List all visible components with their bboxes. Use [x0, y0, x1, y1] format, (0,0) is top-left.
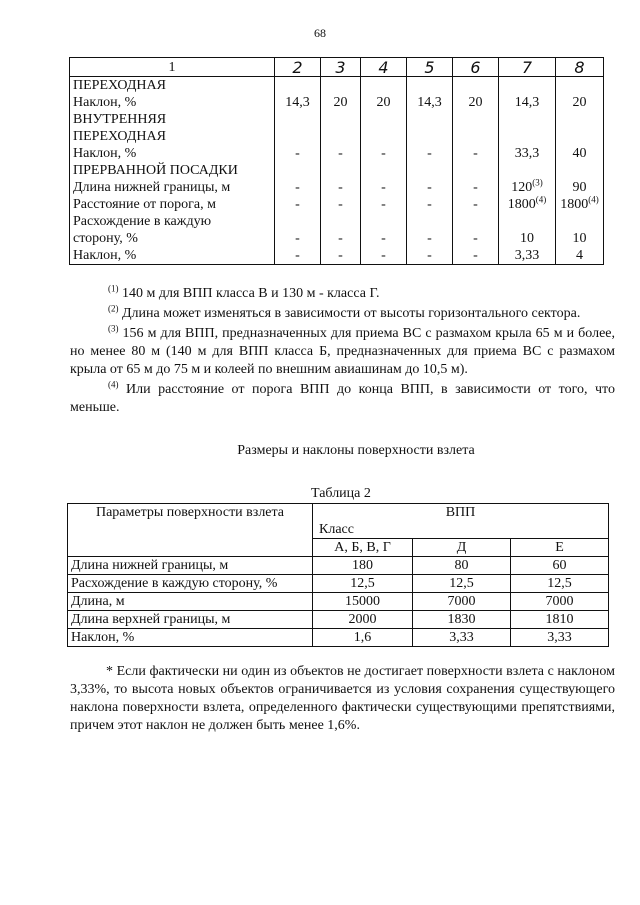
- table1-cell: [275, 162, 321, 179]
- table2-row-label: Длина, м: [68, 593, 313, 611]
- table1-cell: [407, 128, 453, 145]
- table1-cell: [321, 111, 361, 128]
- table1-cell: [275, 213, 321, 230]
- table1-cell: -: [453, 145, 499, 162]
- footnote-3: $^{(3)}$ 156 м для ВПП, предназначенных для приема ВС с размахом крыла 65 м и более, но менее 80 м (140 м для ВПП класса Б, предназначенных для приема ВС с размахом крыла от 65 м до 75 м и колеей по внешним авиашинам до 10,5 м).: [70, 323, 615, 377]
- table2-row-label: Расхождение в каждую сторону, %: [68, 575, 313, 593]
- table1-cell: [453, 111, 499, 128]
- table1-cell: -: [407, 230, 453, 247]
- table-row: [70, 247, 604, 265]
- table1-cell: 90: [556, 179, 604, 196]
- table2-cell: 80: [413, 557, 511, 575]
- table1-cell: 20: [321, 94, 361, 111]
- table-row: [68, 575, 609, 593]
- table2-subheader: Е: [511, 539, 609, 557]
- table-takeoff-surface: [67, 503, 609, 647]
- table1-cell: 10: [499, 230, 556, 247]
- table1-cell: [499, 162, 556, 179]
- table1-cell: 14,3: [499, 94, 556, 111]
- table-row: [68, 557, 609, 575]
- table1-cell: 1800$^{(4)}$: [556, 196, 604, 213]
- table1-cell: [499, 213, 556, 230]
- table2-cell: 60: [511, 557, 609, 575]
- footnote-4: $^{(4)}$ Или расстояние от порога ВПП до конца ВПП, в зависимости от того, что меньше.: [70, 379, 615, 415]
- table1-cell: -: [321, 145, 361, 162]
- table2-class-label: Класс: [313, 521, 609, 539]
- page-number: 68: [314, 26, 326, 40]
- table1-header-cell: 6: [453, 58, 499, 77]
- table1-header-cell: 7: [499, 58, 556, 77]
- table2-cell: 180: [313, 557, 413, 575]
- table1-cell: [499, 128, 556, 145]
- table1-cell: [556, 128, 604, 145]
- table1-cell: [361, 162, 407, 179]
- table-row: [70, 230, 604, 247]
- table2-row-label: Наклон, %: [68, 629, 313, 647]
- table2-cell: 2000: [313, 611, 413, 629]
- table-row: [70, 94, 604, 111]
- table-row: [70, 128, 604, 145]
- table1-cell: 20: [556, 94, 604, 111]
- table1-cell: -: [321, 230, 361, 247]
- table1-row-label: Наклон, %: [70, 94, 275, 111]
- table-row: [70, 179, 604, 196]
- table-row: [70, 196, 604, 213]
- table1-cell: [275, 111, 321, 128]
- table-row: [68, 593, 609, 611]
- table1-cell: [275, 128, 321, 145]
- table1-header-cell: 8: [556, 58, 604, 77]
- table1-cell: -: [361, 230, 407, 247]
- table1-cell: [407, 77, 453, 95]
- table1-row-label: Длина нижней границы, м: [70, 179, 275, 196]
- table1-row-label: сторону, %: [70, 230, 275, 247]
- table1-body: [70, 77, 604, 265]
- table2-cell: 12,5: [511, 575, 609, 593]
- table1-section-label: ПЕРЕХОДНАЯ: [70, 128, 275, 145]
- table1-cell: -: [453, 230, 499, 247]
- table1-cell: -: [275, 179, 321, 196]
- table2-cell: 7000: [511, 593, 609, 611]
- table1-cell: [453, 213, 499, 230]
- table1-row-label: Наклон, %: [70, 145, 275, 162]
- table1-cell: [361, 111, 407, 128]
- table1-cell: [407, 111, 453, 128]
- table1-section-label: ПЕРЕХОДНАЯ: [70, 77, 275, 95]
- table1-cell: -: [321, 196, 361, 213]
- table-row: [68, 611, 609, 629]
- table2-cell: 12,5: [413, 575, 511, 593]
- footnotes: [70, 285, 615, 419]
- table1-cell: 20: [361, 94, 407, 111]
- table1-cell: 20: [453, 94, 499, 111]
- table-row: [70, 162, 604, 179]
- table1-cell: [556, 162, 604, 179]
- table1-section-label: ВНУТРЕННЯЯ: [70, 111, 275, 128]
- table1-cell: [361, 213, 407, 230]
- table1-header-cell: 3: [321, 58, 361, 77]
- table2-header-row: [68, 504, 609, 522]
- footnote-1: $^{(1)}$ 140 м для ВПП класса В и 130 м - класса Г.: [108, 283, 380, 301]
- table1-cell: 33,3: [499, 145, 556, 162]
- section-title: Размеры и наклоны поверхности взлета: [237, 443, 475, 458]
- table1-header-cell: 5: [407, 58, 453, 77]
- table2-cell: 1810: [511, 611, 609, 629]
- table1-header-cell: 2: [275, 58, 321, 77]
- table1-cell: -: [361, 179, 407, 196]
- table1-cell: [321, 77, 361, 95]
- table1-cell: -: [453, 179, 499, 196]
- table2-subheader: А, Б, В, Г: [313, 539, 413, 557]
- table1-cell: -: [407, 145, 453, 162]
- table1-cell: [556, 213, 604, 230]
- table1-cell: 14,3: [407, 94, 453, 111]
- table1-cell: [453, 162, 499, 179]
- table1-cell: [407, 162, 453, 179]
- table2-cell: 15000: [313, 593, 413, 611]
- table1-section-label: Расхождение в каждую: [70, 213, 275, 230]
- table1-cell: [321, 213, 361, 230]
- table1-cell: -: [275, 230, 321, 247]
- table2-cell: 12,5: [313, 575, 413, 593]
- table2-cell: 3,33: [413, 629, 511, 647]
- table1-cell: [407, 213, 453, 230]
- table1-cell: [321, 162, 361, 179]
- table1-cell: [361, 128, 407, 145]
- table1-section-label: ПРЕРВАННОЙ ПОСАДКИ: [70, 162, 275, 179]
- table2-cell: 1830: [413, 611, 511, 629]
- table1-cell: -: [453, 196, 499, 213]
- table1-cell: [556, 111, 604, 128]
- table2-row-label: Длина верхней границы, м: [68, 611, 313, 629]
- table2-subheader: Д: [413, 539, 511, 557]
- footnote-2: $^{(2)}$ Длина может изменяться в зависимости от высоты горизонтального сектора.: [108, 303, 581, 321]
- table1-cell: [556, 77, 604, 95]
- note-paragraph: * Если фактически ни один из объектов не достигает поверхности взлета с наклоном 3,33%, то высота новых объектов ограничивается из условия сохранения существующего наклона поверхности взлета, определенного фактически существующими препятствиями, причем этот наклон не должен быть менее 1,6%.: [70, 664, 615, 733]
- table1-cell: -: [321, 247, 361, 265]
- table-row: [70, 145, 604, 162]
- table1-cell: -: [361, 145, 407, 162]
- table1-cell: -: [275, 196, 321, 213]
- table1-cell: 4: [556, 247, 604, 265]
- table1-cell: -: [275, 247, 321, 265]
- table1-cell: [499, 77, 556, 95]
- table1-cell: -: [407, 196, 453, 213]
- table1-cell: [453, 128, 499, 145]
- table-row: [70, 77, 604, 95]
- table-row: [68, 629, 609, 647]
- table1-cell: -: [361, 196, 407, 213]
- table-approach-surfaces: [69, 57, 604, 265]
- table1-cell: 10: [556, 230, 604, 247]
- table2-row-label: Длина нижней границы, м: [68, 557, 313, 575]
- table1-cell: [499, 111, 556, 128]
- table-row: [70, 111, 604, 128]
- table1-cell: 1800$^{(4)}$: [499, 196, 556, 213]
- table1-header-cell: 4: [361, 58, 407, 77]
- table1-cell: -: [407, 179, 453, 196]
- table2-cell: 1,6: [313, 629, 413, 647]
- table1-cell: 3,33: [499, 247, 556, 265]
- table2-param-header: Параметры поверхности взлета: [68, 504, 313, 557]
- table1-cell: [275, 77, 321, 95]
- table1-cell: 120$^{(3)}$: [499, 179, 556, 196]
- table1-cell: 14,3: [275, 94, 321, 111]
- table2-caption: Таблица 2: [311, 486, 371, 501]
- table1-cell: -: [453, 247, 499, 265]
- table-row: [70, 213, 604, 230]
- table1-cell: -: [321, 179, 361, 196]
- table1-cell: -: [275, 145, 321, 162]
- table1-cell: -: [407, 247, 453, 265]
- table1-header-cell: 1: [70, 58, 275, 77]
- table2-cell: 7000: [413, 593, 511, 611]
- table2-group-header: ВПП: [313, 504, 609, 522]
- table1-cell: [361, 77, 407, 95]
- table1-row-label: Наклон, %: [70, 247, 275, 265]
- table1-cell: 40: [556, 145, 604, 162]
- table1-cell: [453, 77, 499, 95]
- table2-cell: 3,33: [511, 629, 609, 647]
- table1-cell: -: [361, 247, 407, 265]
- table1-header-row: [70, 58, 604, 77]
- table1-row-label: Расстояние от порога, м: [70, 196, 275, 213]
- table1-cell: [321, 128, 361, 145]
